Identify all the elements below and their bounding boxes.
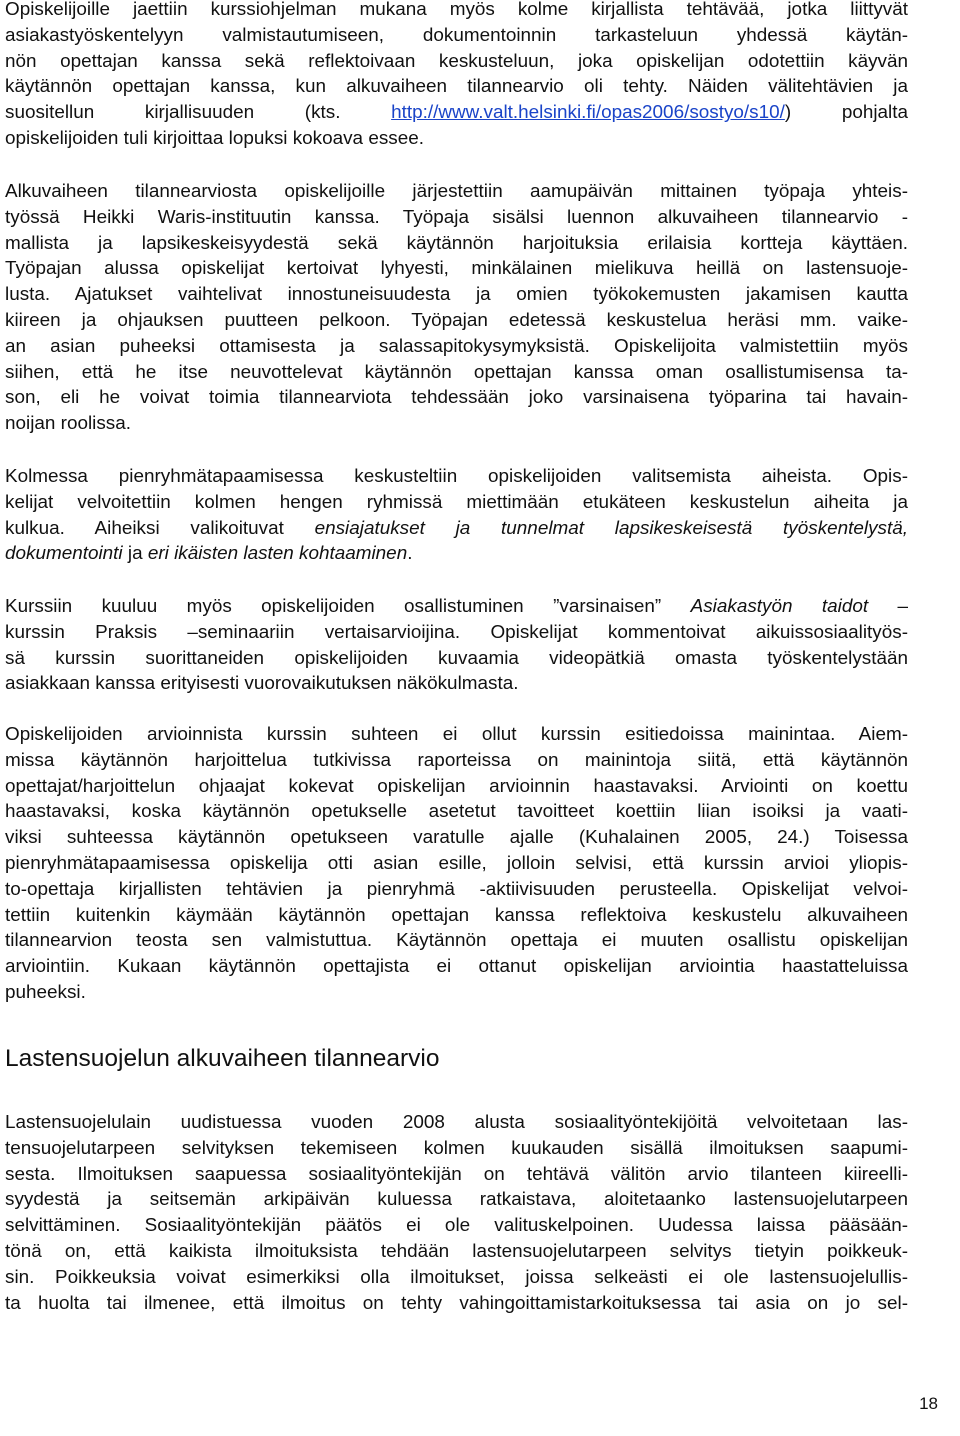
- text-line: asiakastyöskentelyyn valmistautumiseen, dokumentoinnin tarkasteluun yhdessä käytän-: [5, 24, 908, 46]
- paragraph-child-welfare-law: [5, 1110, 908, 1316]
- paragraph-written-assignments: [5, 0, 908, 152]
- text-segment: suositellun kirjallisuuden (kts.: [5, 102, 392, 124]
- text-segment: ) pohjalta: [784, 102, 908, 124]
- text-segment: .: [407, 543, 413, 565]
- text-segment: –: [868, 596, 908, 617]
- text-line: tettiin kuitenkin käymään käytännön opettajan kanssa reflektoiva keskustelu alkuvaiheen: [5, 904, 908, 926]
- text-line: opettajat/harjoittelun ohjaajat kokevat opiskelijan arvioinnin haastavaksi. Arviointi on koettu: [5, 775, 908, 797]
- text-line: selvittäminen. Sosiaalityöntekijän päätös ei ole valituskelpoinen. Uudessa laissa pääsään-: [5, 1215, 908, 1237]
- text-segment: kulkua. Aiheiksi valikoituvat: [5, 517, 315, 539]
- text-line: käytännön opettajan kanssa, kun alkuvaiheen tilannearvio oli tehty. Näiden välitehtävien ja: [5, 76, 908, 98]
- text-line: pienryhmätapaamisessa opiskelija otti asian esille, jolloin selvisi, että kurssin arvioi yliopis-: [5, 852, 908, 874]
- course-guide-link[interactable]: http://www.valt.helsinki.fi/opas2006/sostyo/s10/: [391, 102, 785, 124]
- text-segment: Kurssiin kuuluu myös opiskelijoiden osallistuminen ”varsinaisen”: [5, 596, 691, 617]
- emphasized-text: ensiajatukset ja tunnelmat lapsikeskeisestä työskentelystä,: [314, 517, 908, 539]
- text-line: puheeksi.: [5, 981, 86, 1003]
- text-line: [5, 541, 908, 567]
- text-line: Työpajan alussa opiskelijat kertoivat lyhyesti, minkälainen mielikuva heillä on lastensuoje-: [5, 258, 908, 280]
- text-line: an asian puheeksi ottamisesta ja salassapitokysymyksistä. Opiskelijoita valmistettiin myös: [5, 335, 908, 357]
- text-line: Lastensuojelulain uudistuessa vuoden 2008 alusta sosiaalityöntekijöitä velvoitetaan las-: [5, 1112, 908, 1133]
- text-line: kiireen ja ohjauksen puutteen pelkoon. Työpajan edetessä keskustelua heräsi mm. vaike-: [5, 309, 908, 331]
- paragraph-assessment: [5, 722, 908, 1006]
- text-line: Opiskelijoille jaettiin kurssiohjelman mukana myös kolme kirjallista tehtävää, jotka liittyvät: [5, 0, 908, 20]
- text-line: opiskelijoiden tuli kirjoittaa lopuksi kokoava essee.: [5, 127, 424, 149]
- text-line: haastavaksi, koska käytännön opetukselle asetetut tavoitteet koettiin liian isoiksi ja vaati-: [5, 801, 908, 823]
- text-line: [5, 100, 908, 126]
- section-heading: Lastensuojelun alkuvaiheen tilannearvio: [5, 1045, 440, 1072]
- text-line: sesta. Ilmoituksen saapuessa sosiaalityöntekijän on tehtävä välitön arvio tilanteen kiireelli-: [5, 1163, 908, 1185]
- text-line: [5, 516, 908, 542]
- text-line: [5, 594, 908, 620]
- text-line: noijan roolissa.: [5, 413, 132, 435]
- text-line: sä kurssin suorittaneiden opiskelijoiden kuvaamia videopätkiä omasta työskentelystään: [5, 647, 908, 669]
- text-line: Opiskelijoiden arvioinnista kurssin suhteen ei ollut kurssin esitiedoissa mainintaa. Aiem-: [5, 724, 908, 745]
- paragraph-praksis-seminar: [5, 594, 908, 697]
- text-line: kelijat velvoitettiin kolmen hengen ryhmissä miettimään etukäteen keskustelun aiheita ja: [5, 491, 908, 513]
- text-line: asiakkaan kanssa erityisesti vuorovaikutuksen näkökulmasta.: [5, 673, 519, 695]
- text-line: missa käytännön harjoittelua tutkivissa raporteissa on mainintoja siitä, että käytännön: [5, 749, 908, 771]
- text-line: nön opettajan kanssa sekä reflektoivaan keskusteluun, joka opiskelijan odotettiin käyvän: [5, 50, 908, 72]
- emphasized-text: dokumentointi: [5, 543, 123, 565]
- paragraph-workshop: [5, 179, 908, 437]
- text-line: työssä Heikki Waris-instituutin kanssa. Työpaja sisälsi luennon alkuvaiheen tilannearvio -: [5, 206, 908, 228]
- text-line: Alkuvaiheen tilannearviosta opiskelijoille järjestettiin aamupäivän mittainen työpaja yhteis-: [5, 181, 908, 202]
- text-line: to-opettaja kirjallisten tehtävien ja pienryhmä -aktiivisuuden perusteella. Opiskelijat velvoi-: [5, 878, 908, 900]
- text-line: syydestä ja seitsemän arkipäivän kuluessa ratkaistava, aloitetaanko lastensuojelutarpeen: [5, 1189, 908, 1211]
- text-segment: ja: [122, 543, 148, 565]
- text-line: tönä on, että kaikista ilmoituksista tehdään lastensuojelutarpeen selvitys tietyin poikkeuk-: [5, 1240, 908, 1262]
- text-line: lusta. Ajatukset vaihtelivat innostuneisuudesta ja omien työkokemusten jakamisen kautta: [5, 284, 908, 306]
- text-line: sin. Poikkeuksia voivat esimerkiksi olla ilmoitukset, joissa selkeästi ei ole lastensuojelullis-: [5, 1266, 908, 1288]
- text-line: ta huolta tai ilmenee, että ilmoitus on tehty vahingoittamistarkoituksessa tai asia on jo sel-: [5, 1292, 908, 1314]
- text-line: mallista ja lapsikeskeisyydestä sekä käytännön harjoituksia erilaisia kortteja käyttäen.: [5, 232, 908, 254]
- text-line: kurssin Praksis –seminaariin vertaisarvioijina. Opiskelijat kommentoivat aikuissosiaalityös-: [5, 621, 908, 643]
- text-line: Kolmessa pienryhmätapaamisessa keskusteltiin opiskelijoiden valitsemista aiheista. Opis-: [5, 466, 908, 487]
- text-line: son, eli he voivat toimia tilannearviota tehdessään joko varsinaisena työparina tai havain-: [5, 387, 908, 409]
- emphasized-text: eri ikäisten lasten kohtaaminen: [147, 543, 408, 565]
- text-line: viksi suhteessa käytännön opetukseen varatulle ajalle (Kuhalainen 2005, 24.) Toisessa: [5, 827, 908, 849]
- text-line: tensuojelutarpeen selvityksen tekemiseen kolmen kuukauden sisällä ilmoituksen saapumi-: [5, 1137, 908, 1159]
- text-line: arviointiin. Kukaan käytännön opettajista ei ottanut opiskelijan arviointia haastatteluissa: [5, 956, 908, 978]
- paragraph-small-groups: [5, 464, 908, 567]
- text-line: siihen, että he itse neuvottelevat käytännön opettajan kanssa oman osallistumisensa ta-: [5, 361, 908, 383]
- emphasized-text: Asiakastyön taidot: [690, 596, 869, 617]
- text-line: tilannearvion teosta sen valmistuttua. Käytännön opettaja ei muuten osallistu opiskelijan: [5, 930, 908, 952]
- page-number: 18: [919, 1394, 938, 1413]
